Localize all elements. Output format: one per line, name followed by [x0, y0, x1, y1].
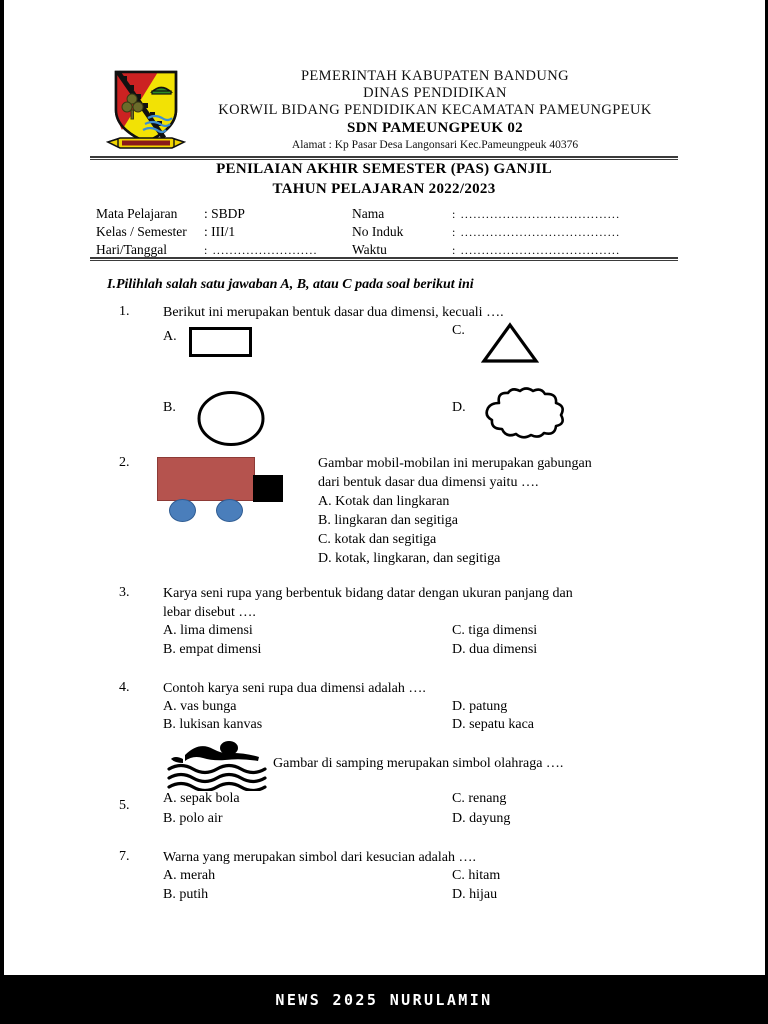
info-label-student-number: No Induk	[352, 224, 404, 239]
question-3-option-a[interactable]: A. lima dimensi	[163, 623, 253, 638]
info-value-subject: : SBDP	[204, 206, 245, 221]
question-2-option-d[interactable]: D. kotak, lingkaran, dan segitiga	[318, 551, 501, 566]
info-label-name: Nama	[352, 206, 385, 221]
question-1-number: 1.	[119, 304, 130, 319]
question-7-text-line-1: Warna yang merupakan simbol dari kesucian adalah ….	[163, 850, 476, 865]
question-7-option-c[interactable]: C. hitam	[452, 868, 501, 883]
rectangle-shape-icon[interactable]	[189, 327, 252, 357]
question-2-option-c[interactable]: C. kotak dan segitiga	[318, 532, 437, 547]
question-2-option-a[interactable]: A. Kotak dan lingkaran	[318, 494, 450, 509]
exam-title-line-2: TAHUN PELAJARAN 2022/2023	[272, 180, 496, 197]
question-5-text-line-1: Gambar di samping merupakan simbol olahraga ….	[273, 756, 564, 771]
info-value-student-number[interactable]: : ......................................	[452, 225, 621, 239]
triangle-shape-icon[interactable]	[481, 322, 539, 364]
footer-bar	[0, 975, 768, 1024]
exam-info-table	[96, 204, 676, 258]
question-3-number: 3.	[119, 585, 130, 600]
question-5-option-c[interactable]: C. renang	[452, 791, 507, 806]
question-7-option-b[interactable]: B. putih	[163, 887, 209, 902]
footer-watermark-text: NEWS 2025 NURULAMIN	[275, 990, 493, 1009]
question-1-text: Berikut ini merupakan bentuk dasar dua dimensi, kecuali ….	[163, 305, 504, 320]
info-label-class-semester: Kelas / Semester	[96, 224, 187, 239]
info-row	[96, 240, 676, 258]
question-4-option-b[interactable]: B. lukisan kanvas	[163, 717, 263, 732]
exam-title	[90, 160, 678, 199]
question-1-option-b-label[interactable]: B.	[163, 400, 176, 415]
info-row	[96, 222, 676, 240]
circle-shape-icon[interactable]	[196, 390, 266, 447]
question-3-option-c[interactable]: C. tiga dimensi	[452, 623, 538, 638]
swimming-pictogram-icon	[163, 739, 271, 791]
info-value-day-date[interactable]: : .........................	[204, 243, 318, 257]
question-4-option-c[interactable]: D. patung	[452, 699, 508, 714]
question-4-number: 4.	[119, 680, 130, 695]
info-label-time: Waktu	[352, 242, 387, 257]
school-address: Alamat : Kp Pasar Desa Langonsari Kec.Pameungpeuk 40376	[291, 139, 579, 152]
question-3-text-line-1: Karya seni rupa yang berbentuk bidang datar dengan ukuran panjang dan	[163, 586, 573, 601]
info-label-subject: Mata Pelajaran	[96, 206, 178, 221]
question-7-option-d[interactable]: D. hijau	[452, 887, 498, 902]
question-4-option-d[interactable]: D. sepatu kaca	[452, 717, 535, 732]
info-value-time[interactable]: : ......................................	[452, 243, 621, 257]
question-7-number: 7.	[119, 849, 130, 864]
car-wheel-front	[169, 499, 196, 522]
question-1-option-d-label[interactable]: D.	[452, 400, 466, 415]
instruction-text: I.Pilihlah salah satu jawaban A, B, atau C pada soal berikut ini	[107, 277, 474, 292]
letterhead-text	[190, 68, 680, 153]
toy-car-illustration	[157, 457, 279, 519]
car-body-rectangle	[157, 457, 255, 501]
info-value-name[interactable]: : ......................................	[452, 207, 621, 221]
question-5-option-b[interactable]: B. polo air	[163, 811, 223, 826]
question-2-text-line-2: dari bentuk dasar dua dimensi yaitu ….	[318, 475, 539, 490]
car-hood-rectangle	[253, 475, 283, 502]
info-label-day-date: Hari/Tanggal	[96, 242, 168, 257]
letterhead-line-1: PEMERINTAH KABUPATEN BANDUNG	[300, 68, 570, 84]
question-1-option-a-label[interactable]: A.	[163, 329, 177, 344]
question-5-option-d[interactable]: D. dayung	[452, 811, 511, 826]
question-7-option-a[interactable]: A. merah	[163, 868, 216, 883]
exam-title-line-1: PENILAIAN AKHIR SEMESTER (PAS) GANJIL	[216, 161, 552, 177]
question-3-option-d[interactable]: D. dua dimensi	[452, 642, 538, 657]
question-3-option-b[interactable]: B. empat dimensi	[163, 642, 262, 657]
question-2-option-b[interactable]: B. lingkaran dan segitiga	[318, 513, 458, 528]
header-divider-bottom	[90, 257, 678, 261]
letterhead-line-2: DINAS PENDIDIKAN	[363, 85, 507, 102]
question-4-option-a[interactable]: A. vas bunga	[163, 699, 237, 714]
info-row	[96, 204, 676, 222]
question-5-option-a[interactable]: A. sepak bola	[163, 791, 240, 806]
question-2-text-line-1: Gambar mobil-mobilan ini merupakan gabungan	[318, 456, 592, 471]
info-value-class-semester: : III/1	[204, 224, 236, 239]
question-2-number: 2.	[119, 455, 130, 470]
question-4-text-line-1: Contoh karya seni rupa dua dimensi adalah ….	[163, 681, 426, 696]
question-5-number: 5.	[119, 798, 130, 813]
question-3-text-line-2: lebar disebut ….	[163, 605, 256, 620]
bandung-regency-logo-icon	[98, 66, 194, 152]
letterhead	[0, 62, 768, 154]
car-wheel-rear	[216, 499, 243, 522]
letterhead-line-3: KORWIL BIDANG PENDIDIKAN KECAMATAN PAMEUNGPEUK	[218, 102, 652, 119]
cloud-shape-icon[interactable]	[477, 386, 569, 440]
question-1-option-c-label[interactable]: C.	[452, 323, 465, 338]
school-name: SDN PAMEUNGPEUK 02	[347, 120, 523, 137]
